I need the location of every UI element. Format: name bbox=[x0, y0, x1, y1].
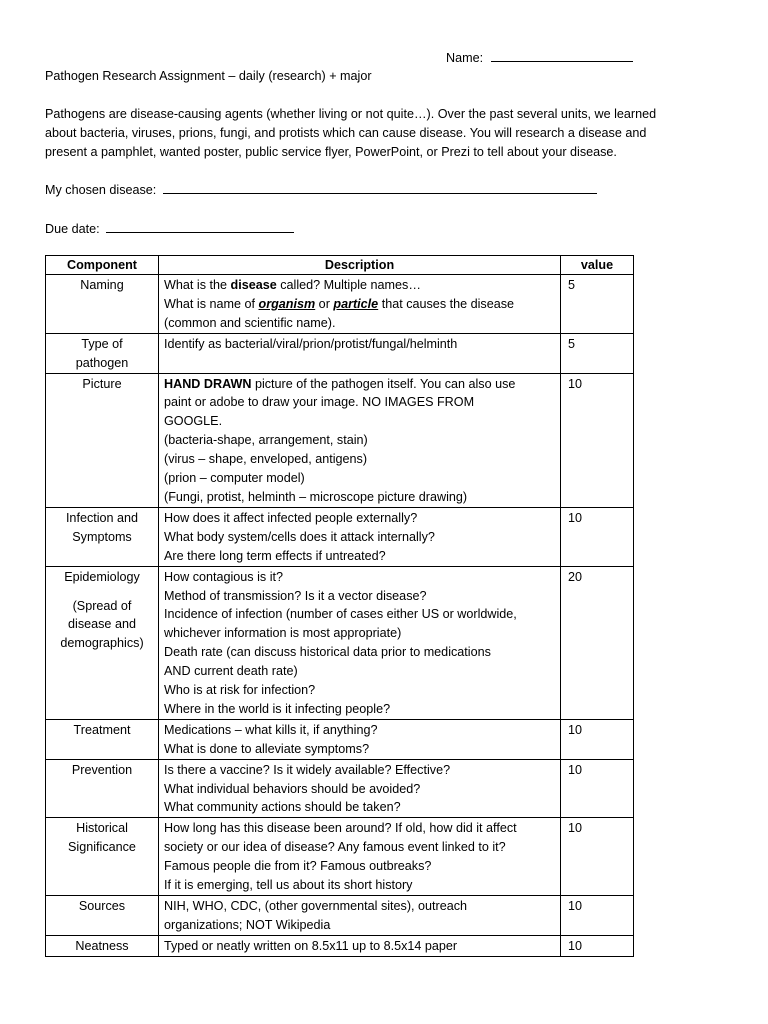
component-cell: Prevention bbox=[46, 759, 159, 818]
description-line: GOOGLE. bbox=[164, 414, 223, 429]
component-cell: Sources bbox=[46, 896, 159, 936]
bold-text: disease bbox=[230, 278, 277, 292]
value-cell: 10 bbox=[561, 719, 634, 759]
value-cell: 5 bbox=[561, 333, 634, 373]
description-cell bbox=[159, 896, 561, 936]
description-line: AND current death rate) bbox=[164, 664, 298, 679]
value-cell: 20 bbox=[561, 566, 634, 719]
description-line: whichever information is most appropriate) bbox=[164, 626, 402, 641]
description-line: NIH, WHO, CDC, (other governmental sites), outreach bbox=[164, 899, 468, 913]
table-row-treatment bbox=[46, 719, 634, 759]
due-date-label: Due date: bbox=[45, 222, 100, 236]
component-cell bbox=[46, 818, 159, 896]
text-span: or bbox=[315, 296, 334, 311]
intro-line: present a pamphlet, wanted poster, public service flyer, PowerPoint, or Prezi to tell about your disease. bbox=[45, 145, 617, 159]
intro-line: about bacteria, viruses, prions, fungi, and protists which can cause disease. You will research a disease and bbox=[45, 126, 647, 140]
description-line: Famous people die from it? Famous outbreaks? bbox=[164, 859, 432, 874]
value-cell: 10 bbox=[561, 373, 634, 507]
intro-line: Pathogens are disease-causing agents (whether living or not quite…). Over the past several units, we learned bbox=[45, 107, 657, 121]
description-line: If it is emerging, tell us about its short history bbox=[164, 878, 413, 893]
table-row-type bbox=[46, 333, 634, 373]
intro-paragraph bbox=[45, 105, 735, 162]
component-cell bbox=[46, 507, 159, 566]
value-cell: 10 bbox=[561, 507, 634, 566]
header-description: Description bbox=[159, 256, 561, 275]
description-line bbox=[164, 295, 555, 314]
text-span: What is the bbox=[164, 278, 231, 292]
header-value: value bbox=[561, 256, 634, 275]
description-cell bbox=[159, 935, 561, 956]
description-line: Incidence of infection (number of cases either US or worldwide, bbox=[164, 607, 517, 622]
text-span: picture of the pathogen itself. You can also use bbox=[251, 376, 516, 391]
chosen-disease-label: My chosen disease: bbox=[45, 183, 157, 197]
header-component: Component bbox=[46, 256, 159, 275]
bold-text: HAND DRAWN bbox=[164, 376, 252, 391]
value-cell: 10 bbox=[561, 759, 634, 818]
description-line: What individual behaviors should be avoided? bbox=[164, 781, 421, 796]
description-line: What is done to alleviate symptoms? bbox=[164, 741, 370, 756]
value-cell: 5 bbox=[561, 275, 634, 334]
description-cell bbox=[159, 333, 561, 373]
description-cell bbox=[159, 507, 561, 566]
description-line: Who is at risk for infection? bbox=[164, 683, 316, 698]
name-label: Name: bbox=[446, 51, 484, 65]
description-line: How does it affect infected people externally? bbox=[164, 510, 418, 525]
table-row-historical bbox=[46, 818, 634, 896]
table-row-neatness bbox=[46, 935, 634, 956]
component-line: Significance bbox=[68, 840, 136, 855]
description-line: Medications – what kills it, if anything? bbox=[164, 722, 378, 737]
description-cell bbox=[159, 759, 561, 818]
description-line: (bacteria-shape, arrangement, stain) bbox=[164, 433, 368, 448]
description-line: Death rate (can discuss historical data prior to medications bbox=[164, 645, 491, 660]
component-line: Epidemiology bbox=[64, 569, 140, 584]
component-line: Infection and bbox=[65, 510, 139, 525]
value-cell: 10 bbox=[561, 896, 634, 936]
description-line: What body system/cells does it attack internally? bbox=[164, 529, 435, 544]
description-cell bbox=[159, 275, 561, 334]
rubric-table bbox=[45, 255, 634, 957]
value-cell: 10 bbox=[561, 818, 634, 896]
chosen-disease-field bbox=[45, 180, 597, 200]
description-line: paint or adobe to draw your image. NO IMAGES FROM bbox=[164, 395, 475, 410]
description-line: organizations; NOT Wikipedia bbox=[164, 917, 331, 932]
description-line: Where in the world is it infecting people? bbox=[164, 701, 391, 716]
description-cell bbox=[159, 719, 561, 759]
description-cell bbox=[159, 566, 561, 719]
name-field bbox=[446, 48, 633, 68]
table-row-epidemiology bbox=[46, 566, 634, 719]
description-line: How contagious is it? bbox=[164, 569, 284, 584]
description-line: (Fungi, protist, helminth – microscope picture drawing) bbox=[164, 489, 468, 504]
table-row-prevention bbox=[46, 759, 634, 818]
description-line: Is there a vaccine? Is it widely available? Effective? bbox=[164, 762, 451, 777]
table-header-row bbox=[46, 256, 634, 275]
text-span: that causes the disease bbox=[378, 296, 515, 311]
description-line bbox=[164, 276, 555, 295]
description-cell bbox=[159, 818, 561, 896]
description-line: What community actions should be taken? bbox=[164, 800, 401, 815]
description-line: (prion – computer model) bbox=[164, 471, 305, 486]
table-row-infection bbox=[46, 507, 634, 566]
name-blank[interactable] bbox=[491, 48, 633, 62]
component-cell bbox=[46, 333, 159, 373]
component-line: (Spread of bbox=[72, 598, 132, 613]
component-cell: Neatness bbox=[46, 935, 159, 956]
table-row-naming bbox=[46, 275, 634, 334]
description-line: (common and scientific name). bbox=[164, 315, 336, 330]
component-line: pathogen bbox=[75, 355, 129, 370]
component-line: Historical bbox=[76, 821, 128, 836]
emphasis-text: organism bbox=[258, 296, 316, 311]
component-line: demographics) bbox=[60, 636, 144, 651]
description-line: Identify as bacterial/viral/prion/protist/fungal/helminth bbox=[164, 336, 458, 351]
description-cell bbox=[159, 373, 561, 507]
page-title: Pathogen Research Assignment – daily (research) + major bbox=[45, 69, 372, 83]
description-line: society or our idea of disease? Any famous event linked to it? bbox=[164, 840, 506, 855]
value-cell: 10 bbox=[561, 935, 634, 956]
description-line: Are there long term effects if untreated? bbox=[164, 548, 386, 563]
component-cell bbox=[46, 566, 159, 719]
component-cell: Naming bbox=[46, 275, 159, 334]
emphasis-text: particle bbox=[333, 296, 379, 311]
description-line: Typed or neatly written on 8.5x11 up to 8.5x14 paper bbox=[164, 938, 458, 953]
table-row-picture bbox=[46, 373, 634, 507]
description-line bbox=[164, 375, 555, 394]
component-line: Symptoms bbox=[72, 529, 132, 544]
text-span: called? Multiple names… bbox=[276, 278, 421, 292]
chosen-disease-blank[interactable] bbox=[163, 180, 597, 194]
description-line: (virus – shape, enveloped, antigens) bbox=[164, 452, 368, 467]
text-span: What is name of bbox=[164, 296, 259, 311]
due-date-blank[interactable] bbox=[106, 219, 294, 233]
component-cell: Picture bbox=[46, 373, 159, 507]
component-line: Type of bbox=[81, 336, 123, 351]
due-date-field bbox=[45, 219, 294, 239]
description-line: Method of transmission? Is it a vector disease? bbox=[164, 588, 427, 603]
table-row-sources bbox=[46, 896, 634, 936]
description-line: How long has this disease been around? If old, how did it affect bbox=[164, 821, 517, 836]
component-cell: Treatment bbox=[46, 719, 159, 759]
component-line: disease and bbox=[68, 617, 136, 632]
